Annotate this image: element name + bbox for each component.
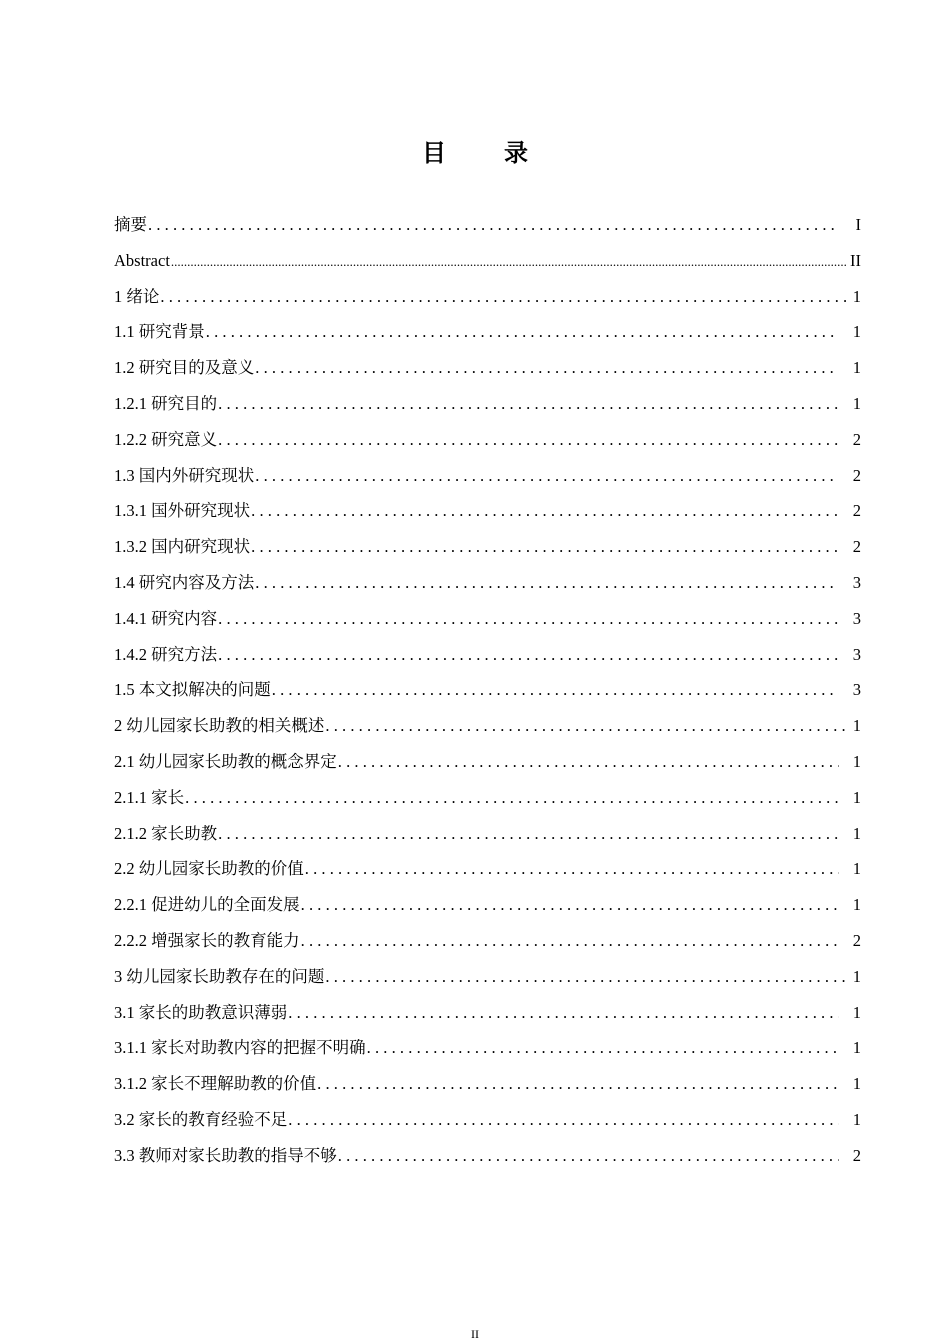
toc-entry-page: 1 <box>852 1038 861 1058</box>
toc-dot-leader <box>337 744 839 780</box>
toc-entry-label: 2.2.2 增强家长的教育能力 <box>114 930 300 950</box>
toc-entry-label: 2.2 幼儿园家长助教的价值 <box>114 859 304 879</box>
toc-entry-label: 2.2.1 促进幼儿的全面发展 <box>114 895 300 915</box>
toc-entry-label: Abstract <box>114 250 170 270</box>
toc-entry-label: 1.2.1 研究目的 <box>114 393 218 413</box>
toc-entry-label: 2.1 幼儿园家长助教的概念界定 <box>114 751 337 771</box>
toc-entry-label: 1.2.2 研究意义 <box>114 429 218 449</box>
toc-dot-leader <box>337 1138 839 1174</box>
toc-entry-label: 3.2 家长的教育经验不足 <box>114 1109 288 1129</box>
toc-entry-page: 2 <box>852 1145 861 1165</box>
toc-entry-1-5[interactable] <box>114 672 861 708</box>
toc-entry-2-1-1[interactable] <box>114 780 861 816</box>
toc-dot-leader <box>254 458 839 494</box>
toc-entry-label: 2 幼儿园家长助教的相关概述 <box>114 716 325 736</box>
toc-entry-2-2-1[interactable] <box>114 887 861 923</box>
toc-entry-label: 3.3 教师对家长助教的指导不够 <box>114 1145 337 1165</box>
toc-dot-leader <box>316 1066 839 1102</box>
toc-entry-label: 1.4.2 研究方法 <box>114 644 218 664</box>
toc-entry-page: 1 <box>852 358 861 378</box>
toc-entry-3-1-2[interactable] <box>114 1066 861 1102</box>
toc-entry-page: 1 <box>852 859 861 879</box>
toc-dot-leader <box>250 493 839 529</box>
toc-entry-page: 1 <box>852 716 861 736</box>
toc-dot-leader <box>217 637 839 673</box>
toc-dot-leader <box>366 1030 839 1066</box>
toc-entry-chapter-2[interactable] <box>114 708 861 744</box>
toc-dot-leader <box>304 851 839 887</box>
toc-entry-1-2-2[interactable] <box>114 422 861 458</box>
toc-entry-abstract-cn[interactable] <box>114 207 861 243</box>
toc-entry-label: 摘要 <box>114 215 147 234</box>
toc-entry-1-3[interactable] <box>114 458 861 494</box>
toc-entry-page: 2 <box>852 930 861 950</box>
toc-entry-page: 2 <box>852 429 861 449</box>
toc-entry-label: 1.2 研究目的及意义 <box>114 358 255 378</box>
toc-dot-leader <box>254 350 839 386</box>
toc-entry-3-1[interactable] <box>114 995 861 1031</box>
toc-entry-page: 1 <box>852 751 861 771</box>
toc-entry-page: I <box>855 215 861 234</box>
page-number: II <box>471 1327 479 1341</box>
toc-entry-2-2[interactable] <box>114 851 861 887</box>
toc-dot-leader <box>250 529 839 565</box>
toc-entry-page: 1 <box>852 895 861 915</box>
table-of-contents <box>114 207 861 1174</box>
toc-entry-label: 1.3 国内外研究现状 <box>114 465 255 485</box>
toc-entry-3-2[interactable] <box>114 1102 861 1138</box>
toc-entry-page: 1 <box>852 322 861 342</box>
toc-dot-leader <box>205 314 839 350</box>
toc-dot-leader <box>217 422 839 458</box>
toc-dot-leader <box>147 207 839 243</box>
toc-entry-label: 1.3.1 国外研究现状 <box>114 501 251 521</box>
toc-entry-label: 3.1.2 家长不理解助教的价值 <box>114 1074 317 1094</box>
toc-dot-leader <box>300 887 839 923</box>
toc-entry-chapter-3[interactable] <box>114 959 861 995</box>
toc-dot-leader <box>254 565 839 601</box>
toc-entry-page: 3 <box>852 608 861 628</box>
toc-entry-page: 2 <box>852 465 861 485</box>
toc-entry-page: 2 <box>852 537 861 557</box>
toc-entry-3-1-1[interactable] <box>114 1030 861 1066</box>
toc-entry-abstract-en[interactable] <box>114 243 861 279</box>
toc-entry-label: 2.1.1 家长 <box>114 787 185 807</box>
toc-entry-label: 3.1 家长的助教意识薄弱 <box>114 1002 288 1022</box>
toc-dot-leader <box>324 959 847 995</box>
toc-dot-leader <box>217 601 839 637</box>
toc-entry-page: II <box>850 250 861 270</box>
toc-entry-page: 1 <box>852 1109 861 1129</box>
toc-entry-2-1-2[interactable] <box>114 816 861 852</box>
toc-entry-1-4-1[interactable] <box>114 601 861 637</box>
toc-dot-leader <box>184 780 839 816</box>
page-title: 目 录 <box>422 141 554 168</box>
toc-entry-label: 1 绪论 <box>114 286 160 306</box>
toc-dot-leader <box>287 995 839 1031</box>
toc-dot-leader <box>159 279 847 315</box>
toc-entry-3-3[interactable] <box>114 1138 861 1174</box>
toc-entry-label: 3 幼儿园家长助教存在的问题 <box>114 966 325 986</box>
toc-entry-page: 3 <box>852 572 861 592</box>
toc-entry-1-3-2[interactable] <box>114 529 861 565</box>
toc-entry-page: 2 <box>852 501 861 521</box>
toc-entry-page: 3 <box>852 680 861 700</box>
toc-dot-leader <box>287 1102 839 1138</box>
toc-entry-1-3-1[interactable] <box>114 493 861 529</box>
toc-entry-page: 1 <box>852 823 861 843</box>
toc-dot-leader <box>217 386 839 422</box>
toc-entry-page: 1 <box>852 1074 861 1094</box>
toc-entry-label: 1.3.2 国内研究现状 <box>114 537 251 557</box>
toc-entry-1-2-1[interactable] <box>114 386 861 422</box>
toc-entry-label: 1.5 本文拟解决的问题 <box>114 680 271 700</box>
toc-entry-page: 1 <box>852 1002 861 1022</box>
toc-entry-1-4[interactable] <box>114 565 861 601</box>
toc-dot-leader <box>170 244 847 279</box>
toc-entry-label: 3.1.1 家长对助教内容的把握不明确 <box>114 1038 366 1058</box>
toc-entry-2-1[interactable] <box>114 744 861 780</box>
toc-dot-leader <box>300 923 839 959</box>
toc-dot-leader <box>217 816 839 852</box>
toc-entry-page: 1 <box>852 286 861 306</box>
toc-entry-chapter-1[interactable] <box>114 279 861 315</box>
toc-entry-label: 1.4 研究内容及方法 <box>114 572 255 592</box>
toc-entry-page: 1 <box>852 787 861 807</box>
toc-entry-page: 1 <box>852 966 861 986</box>
toc-dot-leader <box>324 708 847 744</box>
toc-entry-1-1[interactable] <box>114 314 861 350</box>
toc-entry-2-2-2[interactable] <box>114 923 861 959</box>
toc-entry-label: 1.1 研究背景 <box>114 322 205 342</box>
toc-entry-label: 2.1.2 家长助教 <box>114 823 218 843</box>
toc-entry-page: 3 <box>852 644 861 664</box>
toc-entry-label: 1.4.1 研究内容 <box>114 608 218 628</box>
toc-entry-page: 1 <box>852 393 861 413</box>
toc-entry-1-4-2[interactable] <box>114 637 861 673</box>
toc-dot-leader <box>271 672 839 708</box>
toc-entry-1-2[interactable] <box>114 350 861 386</box>
